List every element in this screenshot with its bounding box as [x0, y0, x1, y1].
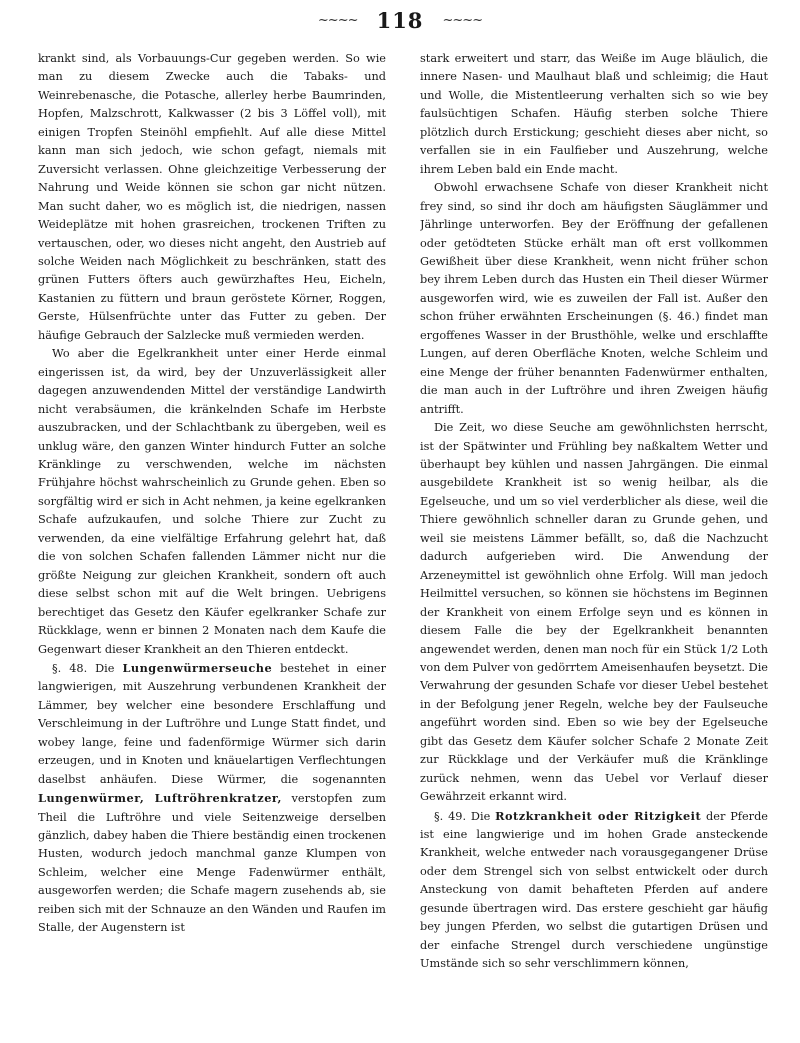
section-heading-term: Rotzkrankheit oder Ritzigkeit — [495, 808, 702, 823]
section-number: §. 48. Die — [52, 661, 123, 675]
left-column — [38, 50, 386, 1030]
section-48-paragraph — [38, 659, 386, 938]
header-ornament-left: ~~~~ — [317, 13, 358, 28]
page-header — [0, 8, 800, 34]
header-ornament-right: ~~~~ — [442, 13, 483, 28]
paragraph: Wo aber die Egelkrankheit unter einer Herde einmal eingerissen ist, da wird, bey der Unzuverlässigkeit aller dagegen anzuwendenden Mittel der verständige Landwirth nicht verabsäumen, die kränkelnden Schafe im Herbste auszubracken, und der Schlachtbank zu übergeben, weil es unklug wäre, den ganzen Winter hindurch Futter an solche Kränklinge zu verschwenden, welche im nächsten Frühjahre höchst wahrscheinlich zu Grunde gehen. Eben so sorgfältig wird er sich in Acht nehmen, ja keine egelkranken Schafe aufzukaufen, und solche Thiere zur Zucht zu verwenden, da eine vielfältige Erfahrung gelehrt hat, daß die von solchen Schafen fallenden Lämmer nicht nur die größte Neigung zur gleichen Krankheit, sondern oft auch diese selbst schon mit auf die Welt bringen. Uebrigens berechtiget das Gesetz den Käufer egelkranker Schafe zur Rückklage, wenn er binnen 2 Monaten nach dem Kaufe die Gegenwart dieser Krankheit an den Thieren entdeckt. — [38, 347, 386, 656]
section-heading-term: Lungenwürmerseuche — [122, 660, 273, 675]
paragraph-text: der Pferde ist eine langwierige und im hohen Grade ansteckende Krankheit, welche entweder nach vorausgegangener Drüse oder dem Strengel sich von selbst entwickelt oder durch Ansteckung von damit behafteten Pferden auf andere gesunde übertragen wird. Das erstere geschieht gar häufig bey jungen Pferden, wo selbst die gutartigen Drüsen und der einfache Strengel durch verschiedene ungünstige Umstände sich so sehr verschlimmern können, — [420, 809, 768, 971]
emphasized-term: Lungenwürmer, Luftröhrenkratzer, — [38, 791, 282, 806]
paragraph: stark erweitert und starr, das Weiße im Auge bläulich, die innere Nasen- und Maulhaut blaß und schleimig; die Haut und Wolle, die Mistentleerung verhalten sich so wie bey faulsüchtigen Schafen. Häufig sterben solche Thiere plötzlich durch Erstickung; geschieht dieses aber nicht, so verfallen sie in ein Faulfieber und Auszehrung, welche ihrem Leben bald ein Ende macht. — [420, 52, 768, 176]
text-columns — [38, 50, 768, 1030]
paragraph: Obwohl erwachsene Schafe von dieser Krankheit nicht frey sind, so sind ihr doch am häufigsten Säuglämmer und Jährlinge unterworfen. Bey der Eröffnung der gefallenen oder getödteten Stücke erhält man oft erst vollkommen Gewißheit über diese Krankheit, wenn nicht früher schon bey ihrem Leben durch das Husten ein Theil dieser Würmer ausgeworfen wird, wie es zuweilen der Fall ist. Außer den schon früher erwähnten Erscheinungen (§. 46.) findet man ergoffenes Wasser in der Brusthöhle, welke und erschlaffte Lungen, auf deren Oberfläche Knoten, welche Schleim und eine Menge der früher benannten Fadenwürmer enthalten, die man auch in der Luftröhre und ihren Zweigen häufig antrifft. — [420, 181, 768, 416]
paragraph-text: verstopfen zum Theil die Luftröhre und viele Seitenzweige derselben gänzlich, dabey haben die Thiere beständig einen trockenen Husten, wodurch jedoch manchmal ganze Klumpen von Schleim, welcher eine Menge Fadenwürmer enthält, ausgeworfen werden; die Schafe magern zusehends ab, sie reiben sich mit der Schnauze an den Wänden und Raufen im Stalle, der Augenstern ist — [38, 792, 386, 935]
paragraph-text: bestehet in einer langwierigen, mit Auszehrung verbundenen Krankheit der Lämmer, bey welcher eine besondere Erschlaffung und Verschleimung in der Luftröhre und Lunge Statt findet, und wobey lange, feine und fadenförmige Würmer sich darin erzeugen, und in Knoten und knäuelartigen Verflechtungen daselbst anhäufen. Diese Würmer, die sogenannten — [38, 661, 386, 786]
paragraph: krankt sind, als Vorbauungs-Cur gegeben werden. So wie man zu diesem Zwecke auch die Tabaks- und Weinrebenasche, die Potasche, allerley herbe Baumrinden, Hopfen, Malzschrott, Kalkwasser (2 bis 3 Löffel voll), mit einigen Tropfen Steinöhl empfiehlt. Auf alle diese Mittel kann man sich jedoch, wie schon gefagt, niemals mit Zuversicht verlassen. Ohne gleichzeitige Verbesserung der Nahrung und Weide können sie schon gar nicht nützen. Man sucht daher, wo es möglich ist, die niedrigen, nassen Weideplätze mit hohen grasreichen, trockenen Triften zu vertauschen, oder, wo dieses nicht angeht, den Austrieb auf solche Weiden nach Möglichkeit zu beschränken, statt des grünen Futters öfters auch gewürzhaftes Heu, Eicheln, Kastanien zu füttern und braun geröstete Körner, Roggen, Gerste, Hülsenfrüchte unter das Futter zu geben. Der häufige Gebrauch der Salzlecke muß vermieden werden. — [38, 52, 386, 342]
section-number: §. 49. Die — [434, 809, 496, 823]
page-number: 118 — [376, 8, 424, 33]
paragraph: Die Zeit, wo diese Seuche am gewöhnlichsten herrscht, ist der Spätwinter und Frühling bey naßkaltem Wetter und überhaupt bey kühlen und nassen Jahrgängen. Die einmal ausgebildete Krankheit ist so wenig heilbar, als die Egelseuche, und um so viel verderblicher als diese, weil die Thiere gewöhnlich schneller daran zu Grunde gehen, und weil sie meistens Lämmer befällt, so, daß die Nachzucht dadurch aufgerieben wird. Die Anwendung der Arzeneymittel ist gewöhnlich ohne Erfolg. Will man jedoch Heilmittel versuchen, so können sie höchstens im Beginnen der Krankheit von einem Erfolge seyn und es können in diesem Falle die bey der Egelkrankheit benannten angewendet werden, denen man noch für ein Stück 1/2 Loth von dem Pulver von gedörrtem Ameisenhaufen beysetzt. Die Verwahrung der gesunden Schafe vor dieser Uebel bestehet in der Befolgung jener Regeln, welche bey der Faulseuche angeführt worden sind. Eben so wie bey der Egelseuche gibt das Gesetz dem Käufer solcher Schafe 2 Monate Zeit zur Rückklage und der Verkäufer muß die Kränklinge zurück nehmen, wenn das Uebel vor Verlauf dieser Gewährzeit erkannt wird. — [420, 421, 768, 804]
right-column — [420, 50, 768, 1030]
section-49-paragraph — [420, 807, 768, 974]
